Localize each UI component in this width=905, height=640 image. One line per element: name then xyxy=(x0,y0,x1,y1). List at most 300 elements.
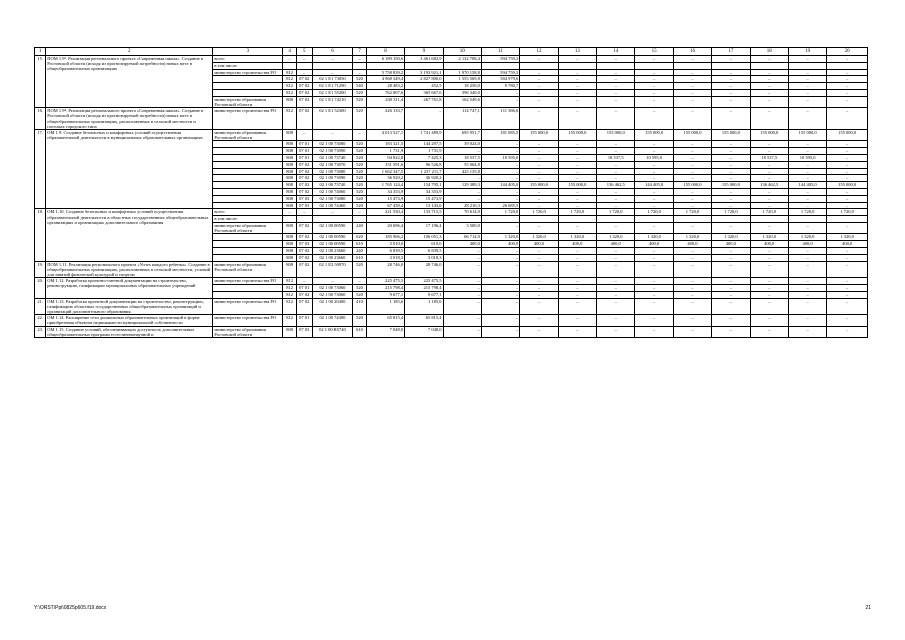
amount-cell: – xyxy=(827,175,868,182)
amount-cell: – xyxy=(827,141,868,148)
amount-cell: – xyxy=(673,188,711,195)
budget-table-page xyxy=(34,47,868,338)
amount-cell xyxy=(827,216,868,223)
amount-cell: – xyxy=(597,298,635,315)
amount-cell: – xyxy=(712,298,750,315)
amount-cell: – xyxy=(558,202,596,209)
page-number: 21 xyxy=(865,605,871,611)
code-cell: – xyxy=(296,69,312,76)
amount-cell: – xyxy=(673,261,711,278)
amount-cell: – xyxy=(750,261,788,278)
executor-cell: министерство строительства РО xyxy=(213,278,283,285)
code-cell: 812 xyxy=(283,284,297,291)
amount-cell: – xyxy=(673,108,711,130)
amount-cell xyxy=(366,216,404,223)
column-header: 8 xyxy=(366,48,404,56)
amount-cell: – xyxy=(827,254,868,261)
amount-cell: – xyxy=(520,315,558,326)
code-cell: – xyxy=(296,209,312,216)
row-number: 15. xyxy=(35,56,46,108)
amount-cell: – xyxy=(597,56,635,63)
amount-cell: – xyxy=(520,161,558,168)
amount-cell: – xyxy=(827,89,868,96)
code-cell: 02 1 E1 74210 xyxy=(312,96,353,107)
amount-cell: – xyxy=(788,148,826,155)
amount-cell: – xyxy=(673,247,711,254)
amount-cell: 1 320,0 xyxy=(712,234,750,241)
amount-cell: 114 747,1 xyxy=(443,108,481,130)
amount-cell xyxy=(750,216,788,223)
measure-name: ОМ 1.13. Разработка проектной документации на строительство, реконструкцию, газификацию областных государственных общеобразовательных организаций и организаций дополнительного образования xyxy=(46,298,213,315)
code-cell: 808 xyxy=(283,195,297,202)
code-cell: – xyxy=(312,130,353,141)
amount-cell: – xyxy=(558,96,596,107)
code-cell: 02 1 00 73080 xyxy=(312,141,353,148)
amount-cell: 106 051,3 xyxy=(405,234,443,241)
amount-cell: – xyxy=(712,195,750,202)
amount-cell: – xyxy=(788,195,826,202)
amount-cell: 4 013 527,1 xyxy=(366,130,404,141)
amount-cell: – xyxy=(481,278,519,285)
amount-cell: 5 758 839,2 xyxy=(366,69,404,76)
amount-cell: 129 389,3 xyxy=(443,182,481,189)
amount-cell: – xyxy=(673,284,711,291)
code-cell: – xyxy=(283,56,297,63)
amount-cell: 400,0 xyxy=(558,241,596,248)
amount-cell: – xyxy=(712,254,750,261)
code-cell: – xyxy=(312,278,353,285)
amount-cell: – xyxy=(673,175,711,182)
amount-cell: – xyxy=(520,202,558,209)
amount-cell: – xyxy=(827,76,868,83)
amount-cell: – xyxy=(827,168,868,175)
amount-cell: – xyxy=(788,56,826,63)
amount-cell: – xyxy=(635,108,673,130)
code-cell: 07 02 xyxy=(296,291,312,298)
amount-cell: – xyxy=(635,284,673,291)
executor-cell xyxy=(213,284,283,291)
amount-cell: – xyxy=(520,108,558,130)
amount-cell: 15 473,9 xyxy=(366,195,404,202)
amount-cell: – xyxy=(673,76,711,83)
amount-cell: – xyxy=(827,69,868,76)
amount-cell: – xyxy=(673,168,711,175)
executor-cell: министерство строительства РО xyxy=(213,108,283,130)
amount-cell: – xyxy=(597,168,635,175)
row-number: 20. xyxy=(35,278,46,298)
amount-cell xyxy=(712,62,750,69)
column-header: 16 xyxy=(673,48,711,56)
amount-cell: – xyxy=(712,141,750,148)
table-row xyxy=(35,278,868,285)
code-cell: 07 02 xyxy=(296,175,312,182)
amount-cell: 1 320,0 xyxy=(481,234,519,241)
code-cell: 02 1 00 23660 xyxy=(312,247,353,254)
executor-cell: министерство строительства РО xyxy=(213,298,283,315)
amount-cell: – xyxy=(750,96,788,107)
code-cell: 02 1 00 73090 xyxy=(312,148,353,155)
measure-name: ПОМ 1.11. Реализация регионального проекта «Успех каждого ребенка». Создание в общеобразовательных организациях, расположенных в сельской местности, условий для занятий физической культурой и спортом xyxy=(46,261,213,278)
amount-cell: – xyxy=(520,291,558,298)
amount-cell: 762 007,6 xyxy=(366,89,404,96)
amount-cell: – xyxy=(558,291,596,298)
code-cell: 07 02 xyxy=(296,247,312,254)
column-header: 11 xyxy=(481,48,519,56)
column-header: 6 xyxy=(312,48,353,56)
code-cell: 02 1 00 73060 xyxy=(312,284,353,291)
amount-cell: – xyxy=(673,56,711,63)
code-cell: – xyxy=(353,69,367,76)
executor-cell: министерство образования Ростовской области xyxy=(213,326,283,337)
column-header: 19 xyxy=(788,48,826,56)
amount-cell: – xyxy=(481,291,519,298)
amount-cell: – xyxy=(788,175,826,182)
amount-cell: 225 475,5 xyxy=(405,278,443,285)
code-cell: 07 02 xyxy=(296,83,312,90)
amount-cell: – xyxy=(597,108,635,130)
amount-cell: 18 250,0 xyxy=(443,83,481,90)
amount-cell: – xyxy=(673,195,711,202)
amount-cell: 7 425,3 xyxy=(405,155,443,162)
amount-cell: – xyxy=(712,168,750,175)
amount-cell xyxy=(481,62,519,69)
executor-cell: министерство образования Ростовской области xyxy=(213,222,283,233)
amount-cell: 1 320,0 xyxy=(750,234,788,241)
amount-cell: – xyxy=(712,278,750,285)
amount-cell: – xyxy=(712,222,750,233)
amount-cell: 155 000,0 xyxy=(673,130,711,141)
amount-cell: 1 720,0 xyxy=(597,209,635,216)
code-cell xyxy=(312,216,353,223)
amount-cell: 221 530,4 xyxy=(366,209,404,216)
amount-cell: 136 462,5 xyxy=(597,182,635,189)
code-cell: 808 xyxy=(283,175,297,182)
code-cell: 808 xyxy=(283,202,297,209)
amount-cell: 28 746,0 xyxy=(366,261,404,278)
amount-cell: – xyxy=(635,278,673,285)
amount-cell: 36 920,2 xyxy=(405,175,443,182)
amount-cell: 155 000,0 xyxy=(827,182,868,189)
code-cell: 812 xyxy=(283,278,297,285)
amount-cell: – xyxy=(558,161,596,168)
amount-cell: 10 595,0 xyxy=(481,155,519,162)
amount-cell: 39 024,0 xyxy=(443,141,481,148)
code-cell: 808 xyxy=(283,326,297,337)
amount-cell: 144 405,0 xyxy=(635,182,673,189)
amount-cell: – xyxy=(597,69,635,76)
amount-cell: 155 000,0 xyxy=(558,182,596,189)
amount-cell: 3 461 682,9 xyxy=(405,56,443,63)
amount-cell: – xyxy=(520,89,558,96)
code-cell: 812 xyxy=(283,83,297,90)
amount-cell xyxy=(405,216,443,223)
amount-cell: 17 196,4 xyxy=(405,222,443,233)
amount-cell: – xyxy=(635,69,673,76)
code-cell: 808 xyxy=(283,247,297,254)
code-cell: 02 1 00 R5740 xyxy=(312,326,353,337)
amount-cell: – xyxy=(443,188,481,195)
amount-cell: – xyxy=(712,284,750,291)
code-cell: 07 02 xyxy=(296,188,312,195)
code-cell xyxy=(353,62,367,69)
amount-cell: – xyxy=(481,175,519,182)
amount-cell: 400,0 xyxy=(788,241,826,248)
amount-cell: 155 000,0 xyxy=(520,130,558,141)
code-cell: – xyxy=(296,130,312,141)
amount-cell: – xyxy=(827,247,868,254)
row-number: 18. xyxy=(35,209,46,261)
amount-cell: – xyxy=(597,247,635,254)
executor-cell xyxy=(213,188,283,195)
code-cell xyxy=(353,216,367,223)
amount-cell: 65 815,4 xyxy=(405,315,443,326)
amount-cell: 28 210,3 xyxy=(443,202,481,209)
amount-cell: – xyxy=(558,222,596,233)
amount-cell: – xyxy=(673,298,711,315)
amount-cell: 94 822,8 xyxy=(366,155,404,162)
executor-cell xyxy=(213,83,283,90)
amount-cell: – xyxy=(788,291,826,298)
amount-cell xyxy=(443,62,481,69)
amount-cell: – xyxy=(827,284,868,291)
amount-cell: – xyxy=(712,315,750,326)
table-row xyxy=(35,209,868,216)
code-cell: 808 xyxy=(283,188,297,195)
executor-cell xyxy=(213,161,283,168)
amount-cell: – xyxy=(788,76,826,83)
code-cell: 520 xyxy=(353,202,367,209)
amount-cell xyxy=(443,216,481,223)
amount-cell: – xyxy=(788,222,826,233)
code-cell: 02 1 E1 52300 xyxy=(312,108,353,130)
column-header: 7 xyxy=(353,48,367,56)
executor-cell xyxy=(213,247,283,254)
code-cell: 02 1 00 73740 xyxy=(312,182,353,189)
code-cell: – xyxy=(353,130,367,141)
amount-cell: – xyxy=(788,315,826,326)
column-header: 20 xyxy=(827,48,868,56)
amount-cell: – xyxy=(673,155,711,162)
amount-cell: – xyxy=(788,141,826,148)
amount-cell: – xyxy=(597,222,635,233)
code-cell: 240 xyxy=(353,222,367,233)
amount-cell: – xyxy=(788,284,826,291)
code-cell: 07 03 xyxy=(296,241,312,248)
column-header: 5 xyxy=(296,48,312,56)
amount-cell: 28 746,0 xyxy=(405,261,443,278)
amount-cell: – xyxy=(750,148,788,155)
amount-cell: – xyxy=(558,298,596,315)
amount-cell: – xyxy=(788,96,826,107)
code-cell: 07 02 xyxy=(296,96,312,107)
measure-name: ОМ 1.10. Создание безопасных и комфортных условий осуществления образовательной деятельности в областных государственных общеобразовательных организациях и организациях дополнительного образования xyxy=(46,209,213,261)
amount-cell: 1 720,0 xyxy=(827,209,868,216)
amount-cell: – xyxy=(520,284,558,291)
amount-cell: 215 798,4 xyxy=(366,284,404,291)
amount-cell: – xyxy=(597,76,635,83)
amount-cell: 20 696,4 xyxy=(366,222,404,233)
amount-cell: – xyxy=(827,298,868,315)
amount-cell: – xyxy=(597,161,635,168)
amount-cell xyxy=(673,216,711,223)
amount-cell: 151 591,6 xyxy=(366,161,404,168)
executor-cell xyxy=(213,241,283,248)
amount-cell: – xyxy=(635,76,673,83)
amount-cell: 695 951,7 xyxy=(443,130,481,141)
amount-cell: 6 839,5 xyxy=(366,247,404,254)
amount-cell: 1 720,0 xyxy=(635,209,673,216)
amount-cell: – xyxy=(597,278,635,285)
code-cell: – xyxy=(353,278,367,285)
amount-cell: – xyxy=(750,175,788,182)
amount-cell xyxy=(405,62,443,69)
amount-cell: – xyxy=(788,168,826,175)
executor-cell xyxy=(213,175,283,182)
amount-cell: – xyxy=(481,284,519,291)
amount-cell: – xyxy=(788,69,826,76)
amount-cell: – xyxy=(520,69,558,76)
amount-cell: 2 827 800,0 xyxy=(405,76,443,83)
amount-cell: – xyxy=(481,326,519,337)
amount-cell: 1 720,0 xyxy=(673,209,711,216)
amount-cell: 13 143,6 xyxy=(405,202,443,209)
executor-cell: в том числе: xyxy=(213,62,283,69)
amount-cell: 155 000,0 xyxy=(635,130,673,141)
amount-cell: – xyxy=(712,247,750,254)
code-cell: 02 1 00 20400 xyxy=(312,298,353,315)
amount-cell: – xyxy=(712,155,750,162)
amount-cell: 36 920,2 xyxy=(366,175,404,182)
amount-cell: 1 720,0 xyxy=(750,209,788,216)
code-cell: 07 02 xyxy=(296,254,312,261)
amount-cell: – xyxy=(712,56,750,63)
amount-cell: – xyxy=(827,222,868,233)
amount-cell: – xyxy=(750,298,788,315)
code-cell: 808 xyxy=(283,234,297,241)
amount-cell xyxy=(750,62,788,69)
code-cell: 02 1 00 73060 xyxy=(312,291,353,298)
amount-cell: 1 741 489,9 xyxy=(405,130,443,141)
amount-cell: – xyxy=(558,155,596,162)
amount-cell: 1 720,0 xyxy=(788,209,826,216)
amount-cell: – xyxy=(750,291,788,298)
amount-cell: – xyxy=(827,326,868,337)
amount-cell: 5 010,0 xyxy=(366,241,404,248)
amount-cell: – xyxy=(750,56,788,63)
amount-cell: 226 133,7 xyxy=(366,108,404,130)
code-cell: 812 xyxy=(283,298,297,315)
amount-cell xyxy=(788,216,826,223)
code-cell: 812 xyxy=(283,76,297,83)
code-cell: 808 xyxy=(283,168,297,175)
amount-cell: – xyxy=(712,83,750,90)
amount-cell: – xyxy=(635,89,673,96)
amount-cell: 400,0 xyxy=(712,241,750,248)
amount-cell: 185 966,2 xyxy=(366,234,404,241)
code-cell: 02 1 E1 73050 xyxy=(312,76,353,83)
code-cell: 520 xyxy=(353,284,367,291)
executor-cell: всего xyxy=(213,56,283,63)
amount-cell: – xyxy=(481,195,519,202)
amount-cell: 181 085,5 xyxy=(481,130,519,141)
amount-cell: – xyxy=(558,195,596,202)
code-cell: 02 1 00 73080 xyxy=(312,168,353,175)
amount-cell: – xyxy=(443,261,481,278)
amount-cell: – xyxy=(481,96,519,107)
amount-cell: – xyxy=(673,96,711,107)
amount-cell: – xyxy=(635,141,673,148)
amount-cell: 1 555 569,8 xyxy=(443,76,481,83)
amount-cell xyxy=(788,62,826,69)
amount-cell: – xyxy=(750,161,788,168)
code-cell: 520 xyxy=(353,148,367,155)
amount-cell: 7 048,0 xyxy=(366,326,404,337)
code-cell: 07 01 xyxy=(296,155,312,162)
amount-cell: 10 595,0 xyxy=(788,155,826,162)
amount-cell: 365 667,6 xyxy=(405,89,443,96)
amount-cell: – xyxy=(673,315,711,326)
executor-cell xyxy=(213,254,283,261)
amount-cell: 18 537,5 xyxy=(750,155,788,162)
amount-cell: 9 780,7 xyxy=(481,83,519,90)
code-cell: – xyxy=(312,69,353,76)
amount-cell: – xyxy=(558,141,596,148)
code-cell: 812 xyxy=(283,108,297,130)
amount-cell: 3 500,0 xyxy=(443,222,481,233)
amount-cell: 111 386,6 xyxy=(481,108,519,130)
amount-cell: – xyxy=(712,261,750,278)
amount-cell xyxy=(558,216,596,223)
amount-cell: – xyxy=(635,168,673,175)
amount-cell: – xyxy=(558,261,596,278)
amount-cell: – xyxy=(750,247,788,254)
amount-cell xyxy=(366,62,404,69)
amount-cell: – xyxy=(788,326,826,337)
amount-cell: 400,0 xyxy=(481,241,519,248)
code-cell: 808 xyxy=(283,241,297,248)
code-cell: 520 xyxy=(353,168,367,175)
table-row xyxy=(35,298,868,315)
code-cell: 520 xyxy=(353,96,367,107)
amount-cell: – xyxy=(712,148,750,155)
amount-cell: – xyxy=(635,96,673,107)
amount-cell: – xyxy=(520,247,558,254)
amount-cell: – xyxy=(635,298,673,315)
amount-cell: 6 839,5 xyxy=(405,247,443,254)
amount-cell xyxy=(827,62,868,69)
code-cell: 610 xyxy=(353,326,367,337)
code-cell: 07 02 xyxy=(296,161,312,168)
executor-cell xyxy=(213,89,283,96)
code-cell: 07 03 xyxy=(296,195,312,202)
table-row xyxy=(35,315,868,326)
amount-cell: 183 321,5 xyxy=(366,141,404,148)
amount-cell: – xyxy=(597,175,635,182)
amount-cell: – xyxy=(443,278,481,285)
amount-cell: – xyxy=(520,148,558,155)
amount-cell: – xyxy=(750,254,788,261)
amount-cell xyxy=(673,62,711,69)
amount-cell: 1 185,6 xyxy=(366,298,404,315)
amount-cell: 1 320,0 xyxy=(673,234,711,241)
code-cell: 02 1 00 74490 xyxy=(312,315,353,326)
code-cell: 02 1 00 73070 xyxy=(312,161,353,168)
amount-cell: – xyxy=(597,315,635,326)
executor-cell: министерство образования Ростовской области xyxy=(213,96,283,107)
amount-cell: – xyxy=(635,83,673,90)
amount-cell: – xyxy=(712,188,750,195)
amount-cell: – xyxy=(827,195,868,202)
